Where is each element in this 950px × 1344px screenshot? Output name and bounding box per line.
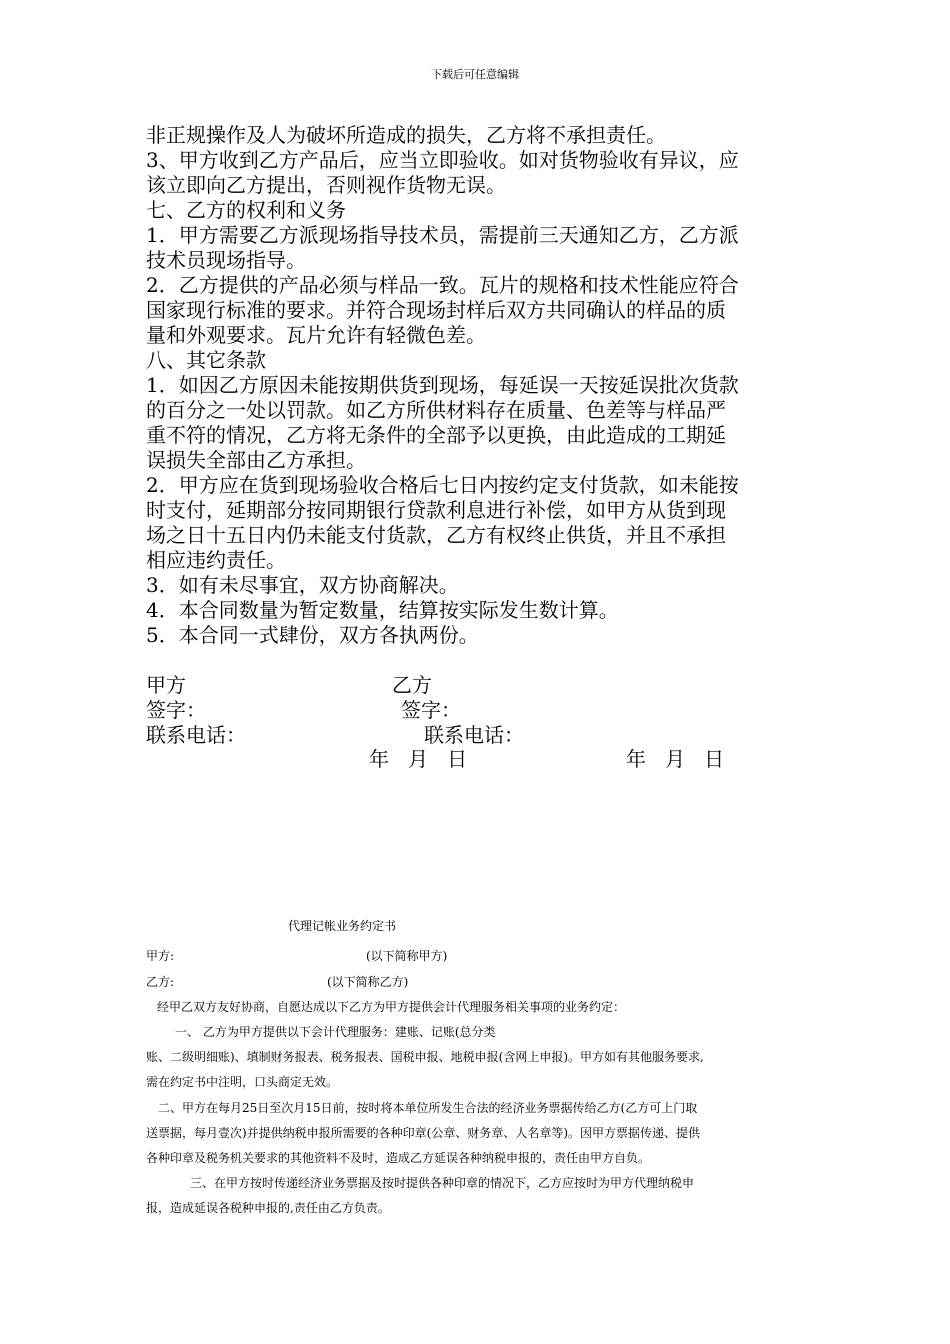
agreement-line: 送票据，每月壹次)并提供纳税申报所需要的各种印章(公章、财务章、人名章等)。因甲方票据传递、提供 — [146, 1126, 701, 1140]
body-line: 国家现行标准的要求。并符合现场封样后双方共同确认的样品的质 — [146, 298, 726, 322]
agreement-line: 报，造成延误各税种申报的,责任由乙方负责。 — [146, 1201, 390, 1215]
party-b-label: 乙方 — [392, 673, 432, 697]
party-b-phone: 联系电话： — [424, 723, 524, 747]
body-line: 误损失全部由乙方承担。 — [146, 448, 366, 472]
body-line: 2．甲方应在货到现场验收合格后七日内按约定支付货款，如未能按 — [146, 473, 739, 497]
agreement-party-a-note: (以下简称甲方) — [366, 949, 448, 963]
party-a-signature: 签字： — [146, 698, 206, 722]
agreement-party-b-note: (以下简称乙方) — [327, 975, 409, 989]
party-b-date: 年 月 日 — [626, 747, 725, 771]
section-heading: 七、乙方的权利和义务 — [146, 198, 346, 222]
party-a-date: 年 月 日 — [369, 747, 468, 771]
agreement-clause-1: 一、 乙方为甲方提供以下会计代理服务：建账、记账(总分类 — [175, 1025, 496, 1039]
agreement-party-a-label: 甲方: — [146, 949, 175, 963]
body-line: 2．乙方提供的产品必须与样品一致。瓦片的规格和技术性能应符合 — [146, 273, 739, 297]
party-b-signature: 签字： — [401, 698, 461, 722]
agreement-title: 代理记帐业务约定书 — [288, 919, 397, 933]
body-line: 相应违约责任。 — [146, 548, 286, 572]
body-line: 技术员现场指导。 — [146, 248, 306, 272]
section-heading: 八、其它条款 — [146, 348, 266, 372]
agreement-clause-2: 二、甲方在每月25日至次月15日前，按时将本单位所发生合法的经济业务票据传给乙方(乙方可上门取 — [158, 1101, 698, 1115]
agreement-clause-3: 三、在甲方按时传递经济业务票据及按时提供各种印章的情况下，乙方应按时为甲方代理纳税申 — [190, 1176, 695, 1190]
party-a-label: 甲方 — [146, 673, 186, 697]
body-line: 场之日十五日内仍未能支付货款，乙方有权终止供货，并且不承担 — [146, 523, 726, 547]
agreement-intro: 经甲乙双方友好协商，自愿达成以下乙方为甲方提供会计代理服务相关事项的业务约定： — [157, 1000, 626, 1014]
body-line: 1．甲方需要乙方派现场指导技术员，需提前三天通知乙方，乙方派 — [146, 223, 739, 247]
contract-body — [146, 123, 816, 648]
agreement-line: 需在约定书中注明，口头商定无效。 — [146, 1075, 339, 1089]
body-line: 1．如因乙方原因未能按期供货到现场，每延误一天按延误批次货款 — [146, 373, 739, 397]
body-line: 3、甲方收到乙方产品后，应当立即验收。如对货物验收有异议，应 — [146, 148, 739, 172]
body-line: 5．本合同一式肆份，双方各执两份。 — [146, 623, 479, 647]
body-line: 重不符的情况，乙方将无条件的全部予以更换，由此造成的工期延 — [146, 423, 726, 447]
body-line: 量和外观要求。瓦片允许有轻微色差。 — [146, 323, 486, 347]
body-line: 非正规操作及人为破坏所造成的损失，乙方将不承担责任。 — [146, 123, 666, 147]
party-a-phone: 联系电话： — [146, 723, 246, 747]
body-line: 3．如有未尽事宜，双方协商解决。 — [146, 573, 459, 597]
body-line: 时支付，延期部分按同期银行贷款利息进行补偿，如甲方从货到现 — [146, 498, 726, 522]
body-line: 4．本合同数量为暂定数量，结算按实际发生数计算。 — [146, 598, 619, 622]
body-line: 该立即向乙方提出，否则视作货物无误。 — [146, 173, 506, 197]
body-line: 的百分之一处以罚款。如乙方所供材料存在质量、色差等与样品严 — [146, 398, 726, 422]
agreement-line: 各种印章及税务机关要求的其他资料不及时，造成乙方延误各种纳税申报的，责任由甲方自负。 — [146, 1151, 651, 1165]
page-header: 下载后可任意编辑 — [431, 68, 519, 81]
agreement-line: 账、二级明细账)、填制财务报表、税务报表、国税申报、地税申报(含网上申报)。甲方如有其他服务要求, — [146, 1050, 704, 1064]
agreement-party-b-label: 乙方: — [146, 975, 175, 989]
